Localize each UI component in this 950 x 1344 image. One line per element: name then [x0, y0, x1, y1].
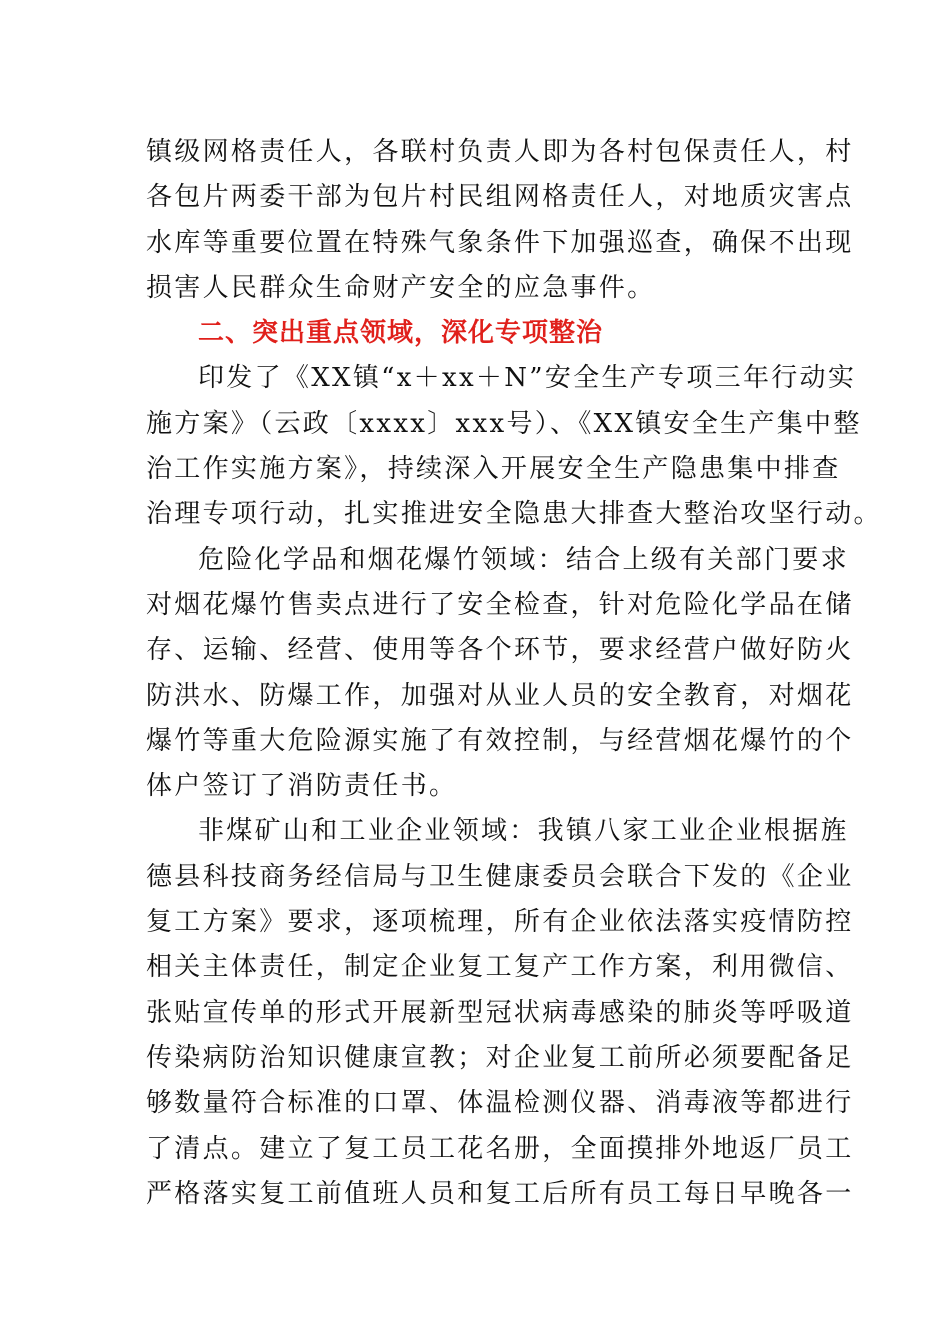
- text-line: 体户签订了消防责任书。: [146, 771, 458, 802]
- paragraph-first-line: 非煤矿山和工业企业领域：我镇八家工业企业根据旌: [198, 816, 849, 847]
- text-line: 传染病防治知识健康宣教；对企业复工前所必须要配备足: [146, 1042, 854, 1073]
- section-heading: 二、突出重点领域，深化专项整治: [198, 318, 604, 349]
- text-line: 施方案》（云政〔xxxx〕xxx号）、《XX镇安全生产集中整: [146, 408, 862, 439]
- text-line: 了清点。建立了复工员工花名册，全面摸排外地返厂员工: [146, 1133, 854, 1164]
- text-line: 治工作实施方案》，持续深入开展安全生产隐患集中排查: [146, 454, 841, 485]
- text-line: 相关主体责任，制定企业复工复产工作方案，利用微信、: [146, 952, 854, 983]
- paragraph-first-line: 印发了《XX镇“x＋xx＋N”安全生产专项三年行动实: [198, 363, 857, 394]
- text-line: 对烟花爆竹售卖点进行了安全检查，针对危险化学品在储: [146, 589, 854, 620]
- text-line: 张贴宣传单的形式开展新型冠状病毒感染的肺炎等呼吸道: [146, 997, 854, 1028]
- text-line: 防洪水、防爆工作，加强对从业人员的安全教育，对烟花: [146, 680, 854, 711]
- text-line: 爆竹等重大危险源实施了有效控制，与经营烟花爆竹的个: [146, 725, 854, 756]
- text-line: 严格落实复工前值班人员和复工后所有员工每日早晚各一: [146, 1178, 854, 1209]
- text-line: 存、运输、经营、使用等各个环节，要求经营户做好防火: [146, 635, 854, 666]
- text-line: 够数量符合标准的口罩、体温检测仪器、消毒液等都进行: [146, 1088, 854, 1119]
- text-line: 复工方案》要求，逐项梳理，所有企业依法落实疫情防控: [146, 907, 854, 938]
- text-line: 德县科技商务经信局与卫生健康委员会联合下发的《企业: [146, 861, 854, 892]
- text-line: 各包片两委干部为包片村民组网格责任人，对地质灾害点: [146, 182, 854, 213]
- text-line: 水库等重要位置在特殊气象条件下加强巡查，确保不出现: [146, 227, 854, 258]
- paragraph-first-line: 危险化学品和烟花爆竹领域：结合上级有关部门要求: [198, 544, 849, 575]
- text-line: 治理专项行动，扎实推进安全隐患大排查大整治攻坚行动。: [146, 499, 882, 530]
- text-line: 镇级网格责任人，各联村负责人即为各村包保责任人，村: [146, 137, 854, 167]
- document-body: [146, 130, 882, 1217]
- text-line: 损害人民群众生命财产安全的应急事件。: [146, 272, 656, 303]
